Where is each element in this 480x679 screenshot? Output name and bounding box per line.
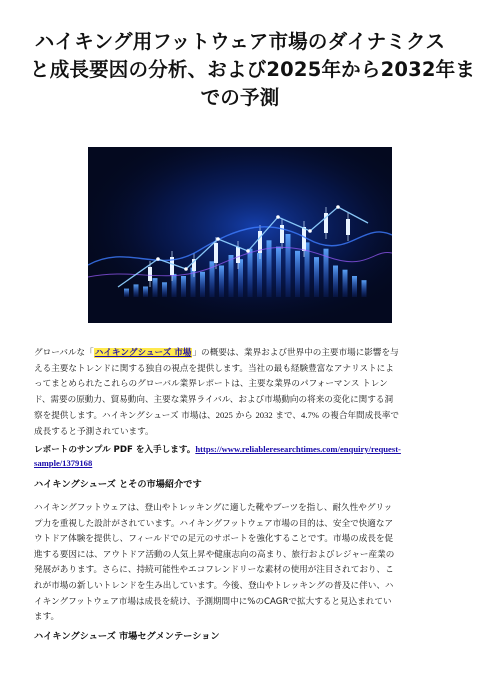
section1-line-1: ハイキングフットウェアは、登山やトレッキングに適した靴やブーツを指し、耐久性やグリッ (34, 503, 393, 513)
intro-paragraph (34, 346, 446, 441)
hero-bar (229, 255, 234, 297)
section1-line-5: 発展があります。さらに、持続可能性やエコフレンドリーな素材の使用が注目されており、こ (34, 565, 394, 576)
sample-line-2 (34, 457, 446, 471)
hero-candle-body (214, 243, 218, 263)
hero-candle-body (302, 227, 306, 251)
hero-bar (314, 257, 319, 297)
hero-candle-body (236, 247, 240, 263)
hero-candle-body (346, 219, 350, 235)
hero-dot (336, 205, 340, 209)
hero-dot (246, 249, 250, 253)
hero-bar (153, 278, 158, 297)
hero-bar (248, 249, 253, 297)
sample-url-link-cont[interactable]: sample/1379168 (34, 457, 93, 468)
hero-bar (276, 247, 281, 297)
intro-line-5 (34, 408, 446, 425)
sample-url-link[interactable]: https://www.reliableresearchtimes.com/enquiry/request- (195, 444, 401, 454)
page-title (30, 28, 476, 112)
sample-line-1 (34, 443, 446, 457)
sample-request (34, 443, 446, 470)
cagr-value: 4.7% (301, 410, 319, 421)
intro-line-5-b: から (232, 411, 256, 422)
intro-line-5-a: 察を提供します。ハイキングシューズ 市場は、 (34, 411, 216, 422)
hero-bar (191, 268, 196, 297)
section-heading-segmentation: ハイキングシューズ 市場セグメンテーション (34, 631, 220, 642)
title-line-2: と成長要因の分析、および2025年から2032年ま (30, 58, 476, 81)
hero-bar (200, 272, 205, 297)
hero-bar (343, 270, 348, 297)
section1-line-2: プ力を重視した設計がされています。ハイキングフットウェア市場の目的は、安全で快適なア (34, 518, 394, 529)
hero-bar (124, 289, 129, 297)
hero-bar (219, 266, 224, 298)
hero-bar (295, 251, 300, 297)
hero-image (88, 147, 392, 323)
title-line-1: ハイキング用フットウェア市場のダイナミクス (34, 30, 446, 53)
hero-bar (362, 280, 367, 297)
hero-bar (352, 276, 357, 297)
intro-line-5-c: まで、 (272, 411, 302, 422)
hero-bar (333, 266, 338, 298)
intro-line-4: ド、需要の原動力、貿易動向、主要な業界ライバル、および市場動向の将来の変化に関する洞 (34, 394, 394, 405)
hero-dot (308, 229, 312, 233)
hero-bar (257, 253, 262, 297)
hero-candle-body (148, 267, 152, 281)
hero-dot (276, 215, 280, 219)
intro-line-2: える主要なトレンドに関する独自の視点を提供します。当社の最も経験豊富なアナリストによ (34, 363, 394, 374)
intro-line-5-d: の複合年間成長率で (318, 411, 400, 422)
hero-bar (181, 276, 186, 297)
hero-bar (162, 282, 167, 297)
section1-line-7: イキングフットウェア市場は成長を続け、予測期間中に%のCAGRで拡大すると見込まれてい (34, 596, 392, 607)
section1-line-4: 進する要因には、アウトドア活動の人気上昇や健康志向の高まり、旅行およびレジャー産業の (34, 549, 395, 560)
hero-dot (156, 257, 160, 261)
intro-line-1 (34, 346, 446, 362)
section1-line-8: ます。 (34, 612, 60, 623)
financial-chart-illustration (88, 147, 392, 323)
hero-bar (143, 287, 148, 298)
section1-line-6: れが市場の新しいトレンドを生み出しています。今後、登山やトレッキングの普及に伴い、ハ (34, 580, 394, 591)
section-heading-intro: ハイキングシューズ とその市場紹介です (34, 479, 202, 490)
title-line-3: での予測 (200, 86, 280, 109)
section-intro-paragraph (34, 501, 446, 626)
section1-line-3: ウトドア体験を提供し、フィールドでの足元のサポートを強化することです。市場の成長を促 (34, 534, 394, 545)
hero-bar (238, 259, 243, 297)
hero-candle-body (280, 225, 284, 243)
intro-line-6: 成長すると予測されています。 (34, 426, 154, 437)
market-link[interactable]: ハイキングシューズ 市場 (94, 348, 192, 358)
year-start: 2025 (215, 410, 233, 421)
intro-pre-text: グローバルな「 (34, 348, 94, 358)
year-end: 2032 (255, 410, 273, 421)
intro-post-link-text: 」の概要は、業界および世界中の主要市場に影響を与 (192, 348, 399, 358)
sample-label: レポートのサンプル PDF を入手します。 (34, 445, 196, 455)
hero-dot (184, 267, 188, 271)
hero-bar (286, 234, 291, 297)
hero-dot (216, 237, 220, 241)
hero-bar (134, 284, 139, 297)
intro-line-3: ってまとめられたこれらのグローバル業界レポートは、主要な業界のパフォーマンス トレン (34, 379, 388, 390)
